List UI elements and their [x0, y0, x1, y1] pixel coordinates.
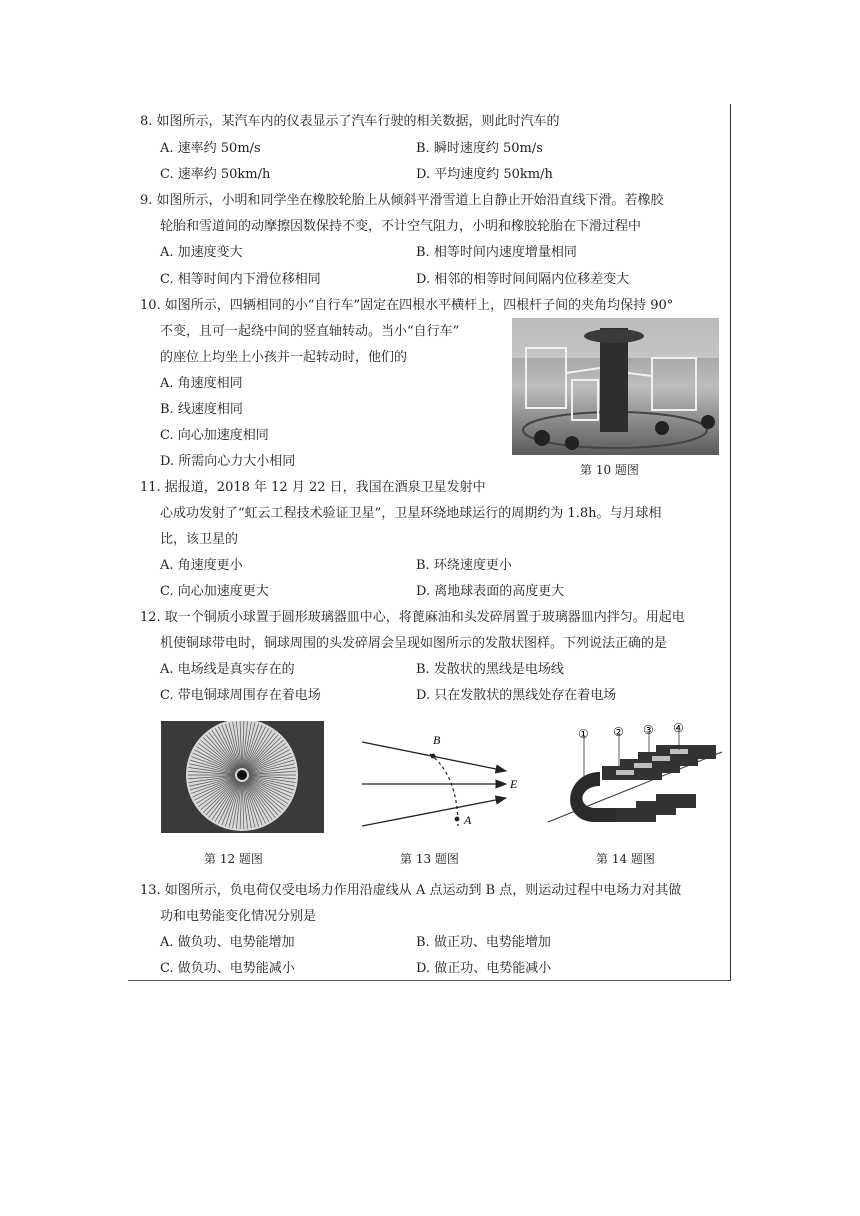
q10-option-b: B. 线速度相同	[160, 402, 243, 417]
figure-12-caption: 第 12 题图	[204, 852, 263, 866]
q8-stem: 8. 如图所示，某汽车内的仪表显示了汽车行驶的相关数据，则此时汽车的	[140, 114, 560, 129]
q8-option-b: B. 瞬时速度约 50m/s	[416, 141, 543, 156]
q11-stem-line2: 心成功发射了“虹云工程技术验证卫星”，卫星环绕地球运行的周期约为 1.8h。与月球相	[160, 506, 662, 521]
charge-trajectory-path	[430, 754, 458, 826]
q13-option-b: B. 做正功、电势能增加	[416, 935, 551, 950]
point-a-label: A	[464, 813, 472, 827]
q12-option-a: A. 电场线是真实存在的	[160, 662, 295, 677]
q12-stem-line2: 机使铜球带电时，铜球周围的头发碎屑会呈现如图所示的发散状图样。下列说法正确的是	[160, 636, 668, 651]
q12-stem-line1: 12. 取一个铜质小球置于圆形玻璃器皿中心，将蓖麻油和头发碎屑置于玻璃器皿内拌匀。用起电	[140, 610, 685, 625]
label-3: ③	[643, 723, 654, 737]
point-a-marker	[455, 817, 460, 822]
figure-13-electric-field-diagram	[360, 726, 528, 836]
q13-stem-line1: 13. 如图所示，负电荷仅受电场力作用沿虚线从 A 点运动到 B 点，则运动过程中电场力对其做	[140, 883, 682, 898]
label-2: ②	[613, 725, 624, 739]
q10-stem-line2: 不变，且可一起绕中间的竖直轴转动。当小“自行车”	[160, 324, 460, 339]
q13-stem-line2: 功和电势能变化情况分别是	[160, 909, 317, 924]
point-b-label: B	[433, 733, 441, 747]
q8-option-c: C. 速率约 50km/h	[160, 167, 271, 182]
q9-option-c: C. 相等时间内下滑位移相同	[160, 272, 321, 287]
q13-option-a: A. 做负功、电势能增加	[160, 935, 295, 950]
q12-option-b: B. 发散状的黑线是电场线	[416, 662, 564, 677]
point-b-marker	[431, 754, 436, 759]
q11-option-d: D. 离地球表面的高度更大	[416, 584, 565, 599]
page-bottom-rule	[128, 980, 731, 981]
q10-stem-line3: 的座位上均坐上小孩并一起转动时，他们的	[160, 350, 408, 365]
q13-option-d: D. 做正功、电势能减小	[416, 961, 552, 976]
page-margin-rule	[730, 104, 731, 980]
q10-option-a: A. 角速度相同	[160, 376, 243, 391]
q11-option-c: C. 向心加速度更大	[160, 584, 269, 599]
q9-stem-line2: 轮胎和雪道间的动摩擦因数保持不变，不计空气阻力，小明和橡胶轮胎在下滑过程中	[160, 219, 642, 234]
q11-stem-line1: 11. 据报道，2018 年 12 月 22 日，我国在酒泉卫星发射中	[140, 480, 486, 495]
q8-option-d: D. 平均速度约 50km/h	[416, 167, 553, 182]
q9-option-b: B. 相等时间内速度增量相同	[416, 245, 577, 260]
field-line-bottom	[362, 798, 506, 826]
q8-option-a: A. 速率约 50m/s	[160, 141, 261, 156]
q11-stem-line3: 比，该卫星的	[160, 532, 239, 547]
q12-option-d: D. 只在发散状的黑线处存在着电场	[416, 688, 617, 703]
q9-stem-line1: 9. 如图所示，小明和同学坐在橡胶轮胎上从倾斜平滑雪道上自静止开始沿直线下滑。若橡胶	[140, 193, 664, 208]
q10-stem-line1: 10. 如图所示，四辆相同的小“自行车”固定在四根水平横杆上，四根杆子间的夹角均保持 90°	[140, 298, 674, 313]
figure-14-magnet-diagram	[546, 722, 724, 836]
figure-12-field-pattern-photo	[161, 721, 324, 833]
q11-option-b: B. 环绕速度更小	[416, 558, 512, 573]
figure-10-carousel-photo	[512, 318, 719, 455]
field-e-label: E	[510, 777, 518, 791]
q12-option-c: C. 带电铜球周围存在着电场	[160, 688, 321, 703]
label-4: ④	[673, 722, 684, 735]
figure-14-caption: 第 14 题图	[596, 852, 655, 866]
figure-13-caption: 第 13 题图	[400, 852, 459, 866]
q9-option-d: D. 相邻的相等时间间隔内位移差变大	[416, 272, 630, 287]
q10-option-c: C. 向心加速度相同	[160, 428, 269, 443]
q11-option-a: A. 角速度更小	[160, 558, 243, 573]
q9-option-a: A. 加速度变大	[160, 245, 243, 260]
q10-option-d: D. 所需向心力大小相同	[160, 454, 296, 469]
label-1: ①	[578, 727, 589, 741]
q13-option-c: C. 做负功、电势能减小	[160, 961, 295, 976]
figure-10-caption: 第 10 题图	[580, 463, 639, 477]
